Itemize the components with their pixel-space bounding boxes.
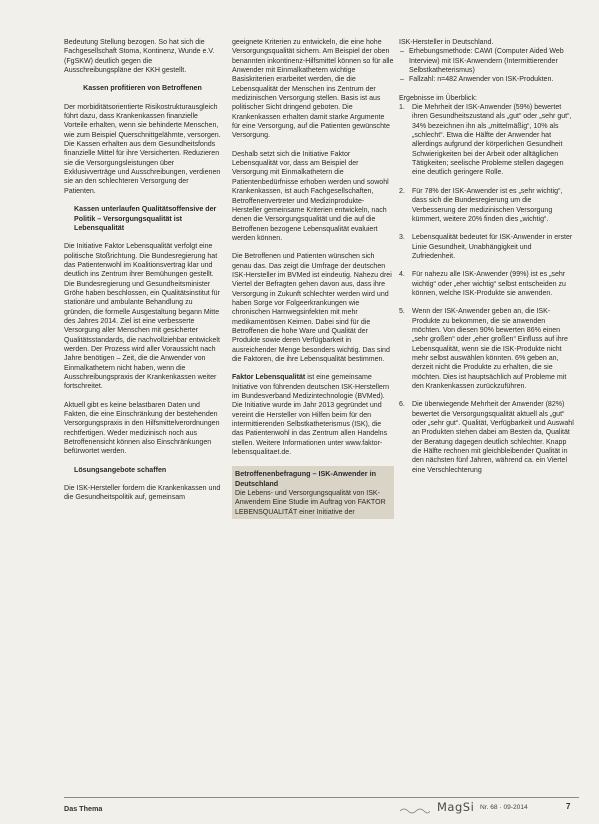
footer-divider <box>64 797 579 798</box>
paragraph: Bedeutung Stellung bezogen. So hat sich die Fachgesellschaft Stoma, Kontinenz, Wunde e.V. (FgSKW) deutlich gegen die Ausschreibungspläne der KKH gestellt. <box>64 39 215 75</box>
paragraph: Die Initiative Faktor Lebensqualität verfolgt eine politische Stoßrichtung. Die Bundesregierung hat das Patientenwohl im Koalitionsvertrag klar und deutlich ins Zentrum ihrer Bemühungen gestellt. Die Bundesregierung und Gesundheitsminister Gröhe haben beschlossen, ein Qualitätsinstitut für stationäre und ambulante Behandlung zu gründen, die formelle Ausgestaltung begann Mitte des Jahres 2014. Ziel ist eine verbesserte Versorgung aller Menschen mit gesicherter Qualitätsstandards, die nachvollziehbar entwickelt werden. Der Prozess wird aller Voraussicht nach Jahre benötigen – Zeit, die die Anwender von Einmalkathetern nicht haben, wenn die Ausschreibungspraxis der Krankenkassen weiter fortschreitet. <box>64 243 220 391</box>
initiative-name: Faktor Lebensqualität <box>232 374 306 382</box>
box-text: Die Lebens- und Versorgungsqualität von ISK-Anwendern Eine Studie im Auftrag von FAKTOR LEBENSQUALITÄT einer Initiative der <box>235 490 386 516</box>
list-item <box>399 233 575 261</box>
issue-number: Nr. 68 · 09-2014 <box>480 804 528 811</box>
list-item <box>399 103 575 178</box>
item-number: 2. <box>399 187 405 195</box>
section-heading: Lösungsangebote schaffen <box>74 465 167 474</box>
paragraph: Deshalb setzt sich die Initiative Faktor Lebensqualität vor, dass am Beispiel der Versorgung mit Einmalkathetern die Patientenbedürfnisse erhoben werden und sowohl Krankenkassen, ist auch Fachgesellschaften, Betroffenenvertreter und Medizinprodukte-Hersteller gemeinsame Kriterien entwickeln, nach denen die Versorgungsqualität und die auf die Betroffenen bezogene Lebensqualität evaluiert werden können. <box>232 150 389 242</box>
text-column-2 <box>232 38 394 519</box>
box-lead: ISK-Hersteller in Deutschland. <box>399 39 494 46</box>
paragraph: Die Betroffenen und Patienten wünschen sich genau das. Das zeigt die Umfrage der deutschen ISK-Hersteller im BVMed ist eindeutig. Nahezu drei Viertel der Befragten gehen davon aus, dass ihre Versorgung in Zukunft schlechter werden wird und haben Sorge vor Folgeerkrankungen wie chronischen Harnwegsinfekten mit mehr medikamentösen Keimen. Dabei sind für die Betroffenen die hohe Ware und Qualität der Produkte sowie deren Verfügbarkeit in ausreichender Menge besonders wichtig. Das sind die Faktoren, die ihre Lebensqualität bestimmen. <box>232 253 392 363</box>
paragraph: Aktuell gibt es keine belastbaren Daten und Fakten, die eine Einschränkung der bestehenden Versorgungspraxis in den Hilfsmittelverordnungen rechtfertigen. Weder medizinisch noch aus Betroffenensicht können also Einschränkungen befürwortet werden. <box>64 401 220 456</box>
item-text: Die Mehrheit der ISK-Anwender (59%) bewertet ihren Gesundheitszustand als „gut“ oder „sehr gut“, 34% bezeichnen ihn als „mittelmäßig“, 10% als „schlecht“. Etwa die Hälfte der Anwender hat allerdings aufgrund der körperlichen Gesundheit Schwierigkeiten bei der Arbeit oder alltäglichen Tätigkeiten; seelische Probleme stellen dagegen eine deutlich geringere Rolle. <box>412 104 572 177</box>
section-heading: Kassen profitieren von Betroffenen <box>83 84 202 93</box>
list-item <box>399 270 575 298</box>
page-number: 7 <box>566 802 571 811</box>
list-item <box>399 400 575 475</box>
item-text: Die überwiegende Mehrheit der Anwender (82%) bewertet die Versorgungsqualität aktuell als „gut“ oder „sehr gut“. Qualität, Verfügbarkeit und Auswahl an Produkten stehen dabei am Besten da, Qualität der Beratung dagegen deutlich schlechter. Knapp die Hälfte rechnen mit gleichbleibender Qualität in den nächsten fünf Jahren, während ca. ein Viertel eine Verschlechterung <box>412 401 574 474</box>
method-list <box>399 47 575 84</box>
results-list <box>399 103 575 475</box>
paragraph: Die ISK-Hersteller fordern die Krankenkassen und die Gesundheitspolitik auf, gemeinsam <box>64 485 221 502</box>
item-text: Lebensqualität bedeutet für ISK-Anwender in erster Linie Gesundheit, Unabhängigkeit und Zufriedenheit. <box>412 234 573 260</box>
magazine-logo: MagSi <box>437 800 475 814</box>
section-heading: Kassen unterlaufen Qualitätsoffensive der Politik – Versorgungsqualität ist Lebensqualität <box>74 205 217 232</box>
text-column-3 <box>399 38 575 484</box>
paragraph: geeignete Kriterien zu entwickeln, die eine hohe Versorgungsqualität sichern. Am Beispiel der oben benannten inkontinenz-Hilfsmittel können so für alle Anwender mit Einmalkathetern wichtige Basiskriterien erarbeitet werden, die die Lebensqualität der Menschen ins Zentrum der medizinischen Versorgung stellen. Basis ist aus politischer Sicht dringend geboten. Die Krankenkassen erhalten damit starke Argumente für eine Versorgung, auf die Patienten gewünschte Versorgung. <box>232 39 394 140</box>
item-text: Für 78% der ISK-Anwender ist es „sehr wichtig“, dass sich die Bundesregierung um die Verbesserung der medizinischen Versorgung kümmert, weitere 20% finden dies „wichtig“. <box>412 187 563 223</box>
paragraph-text: ist eine gemeinsame Initiative von führenden deutschen ISK-Herstellern im Bundesverband Medizintechnologie (BVMed). Die Initiative wurde im Jahr 2013 gegründet und vereint die Hersteller von Hilfen beim für den intermittierenden Selbstkatheterismus (ISK), die das Patientenwohl in das Zentrum allen Handelns stellen. Weitere Informationen unter www.faktor-lebensqualitaet.de. <box>232 374 390 457</box>
text-column-1 <box>64 38 221 512</box>
item-number: 6. <box>399 401 405 409</box>
page-footer <box>0 797 599 824</box>
results-title: Ergebnisse im Überblick: <box>399 94 477 102</box>
item-number: 3. <box>399 234 405 242</box>
survey-box <box>232 466 394 519</box>
list-item <box>399 307 575 391</box>
list-item <box>399 187 575 224</box>
paragraph <box>232 373 394 457</box>
box-title: Betroffenenbefragung – ISK-Anwender in Deutschland <box>235 469 376 488</box>
list-item: – Erhebungsmethode: CAWI (Computer Aided Web Interview) mit ISK-Anwendern (Intermittierender Selbstkatheterismus) <box>399 47 575 75</box>
item-number: 1. <box>399 104 405 112</box>
wave-icon <box>400 807 430 815</box>
item-text: Für nahezu alle ISK-Anwender (99%) ist es „sehr wichtig“ oder „eher wichtig“ selbst entscheiden zu können, welche ISK-Produkte sie anwenden. <box>412 271 566 297</box>
section-label: Das Thema <box>64 804 103 813</box>
list-item: – Fallzahl: n=482 Anwender von ISK-Produkten. <box>399 75 575 84</box>
item-text: Wenn der ISK-Anwender geben an, die ISK-Produkte zu bekommen, die sie anwenden möchten. Von diesen 90% bewerten 86% einen „sehr großen“ oder „eher großen“ Einfluss auf ihre Lebensqualität, wenn sie die ISK-Produkte nicht mehr selbst auswählen könnten. 6% geben an, derzeit nicht die Produkte zu erhalten, die sie möchten. Dies ist hauptsächlich auf Probleme mit den Krankenkassen zurückzuführen. <box>412 308 568 390</box>
item-number: 5. <box>399 308 405 316</box>
item-number: 4. <box>399 271 405 279</box>
paragraph: Der morbiditätsorientierte Risikostrukturausgleich führt dazu, dass Krankenkassen finanzielle Vorteile erhalten, wenn sie behinderte Menschen, wie zum Beispiel Querschnittgelähmte, versorgen. Die Kassen erhalten aus dem Gesundheitsfonds finanzielle Mittel für ihre Versicherten. Reduzieren sie die Versorgungsleistungen über Exklusivverträge und Ausschreibungen, verdienen sie an den schlechteren Versorgung der Patienten. <box>64 103 221 195</box>
